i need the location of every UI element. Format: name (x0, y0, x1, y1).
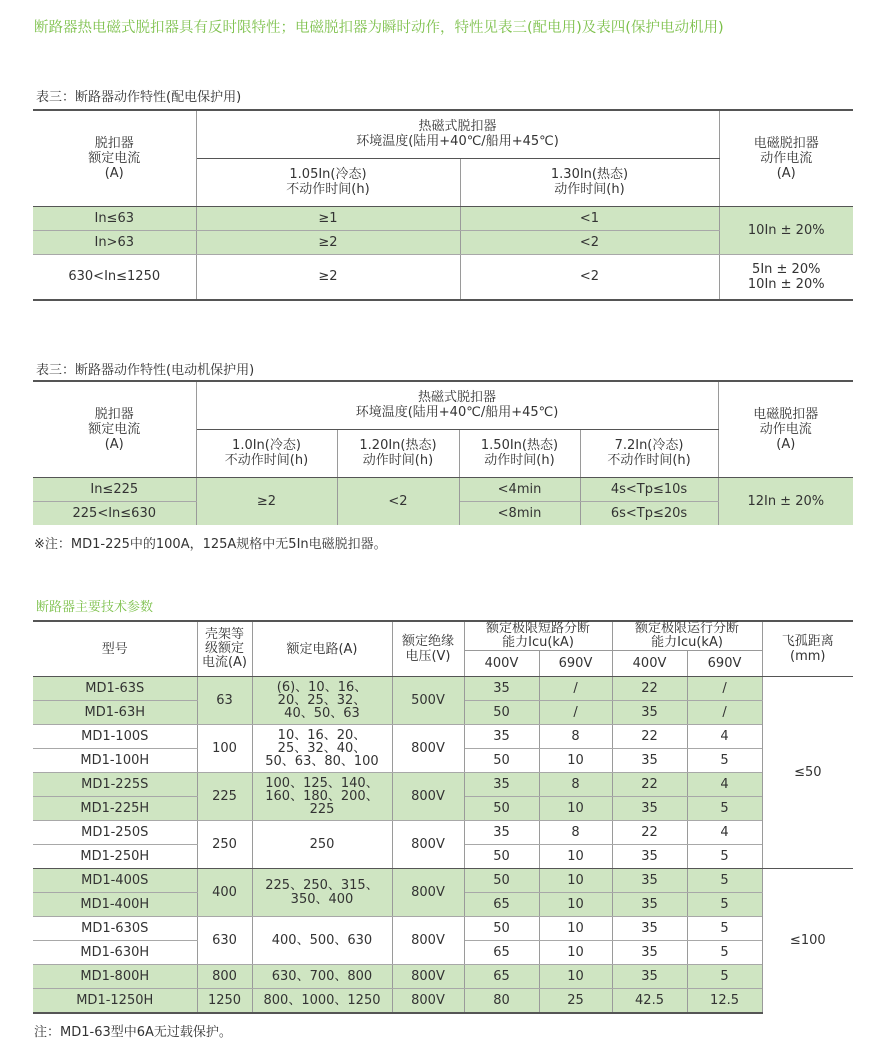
table2-caption: 表三：断路器动作特性(电动机保护用) (36, 363, 255, 378)
th-arc-distance: 飞孤距离 (mm) (762, 621, 853, 677)
model-cell: MD1-630H (33, 941, 197, 965)
table3-note: 注：MD1-63型中6A无过载保护。 (34, 1025, 232, 1040)
th-rated-current: 额定电路(A) (252, 621, 392, 677)
model-cell: MD1-630S (33, 917, 197, 941)
table-cell: / (539, 701, 612, 725)
table-cell: 10 (539, 797, 612, 821)
table-cell: 6s<Tp≤20s (580, 501, 718, 525)
table-cell: 35 (464, 773, 539, 797)
th-icu-400v: 400V (464, 651, 539, 677)
table-cell: 22 (612, 821, 687, 845)
table2-note: ※注：MD1-225中的100A，125A规格中无5In电磁脱扣器。 (34, 537, 387, 552)
table-cell: 35 (612, 701, 687, 725)
model-cell: MD1-1250H (33, 989, 197, 1013)
rated-cell: 10、16、20、 25、32、40、 50、63、80、100 (252, 725, 392, 773)
table-row (33, 965, 853, 989)
table-row (33, 821, 853, 845)
table-cell: ≥1 (196, 206, 460, 230)
table-cell: 10 (539, 941, 612, 965)
table-cell: 50 (464, 917, 539, 941)
table-cell: In>63 (33, 230, 196, 254)
model-cell: MD1-400S (33, 869, 197, 893)
table-cell: 8 (539, 725, 612, 749)
table-cell: 8 (539, 821, 612, 845)
table-cell: 35 (612, 797, 687, 821)
th-icu: 额定极限短路分断 能力Icu(kA) (464, 621, 612, 651)
arc-cell: ≤100 (762, 869, 853, 1013)
model-cell: MD1-100H (33, 749, 197, 773)
table-cell: 22 (612, 677, 687, 701)
table-cell: 10In ± 20% (719, 206, 853, 254)
th-thermomagnetic: 热磁式脱扣器 环境温度(陆用+40℃/船用+45℃) (196, 381, 718, 429)
frame-cell: 400 (197, 869, 252, 917)
th-insulation-voltage: 额定绝缘 电压(V) (392, 621, 464, 677)
model-cell: MD1-400H (33, 893, 197, 917)
th-release-current: 脱扣器 额定电流 (A) (33, 110, 196, 206)
table-cell: 5 (687, 749, 762, 773)
rated-cell: 400、500、630 (252, 917, 392, 965)
table-cell: <2 (460, 254, 719, 300)
th-ics-690v: 690V (687, 651, 762, 677)
frame-cell: 630 (197, 917, 252, 965)
table-cell: ≥2 (196, 230, 460, 254)
model-cell: MD1-100S (33, 725, 197, 749)
voltage-cell: 800V (392, 725, 464, 773)
table-cell: <1 (460, 206, 719, 230)
table-cell: 65 (464, 941, 539, 965)
th-model: 型号 (33, 621, 197, 677)
table-cell: 10 (539, 917, 612, 941)
voltage-cell: 800V (392, 917, 464, 965)
arc-cell: ≤50 (762, 677, 853, 869)
table-row (33, 773, 853, 797)
table-cell: 5In ± 20% 10In ± 20% (719, 254, 853, 300)
table-cell: <4min (459, 477, 580, 501)
table-row (33, 917, 853, 941)
frame-cell: 63 (197, 677, 252, 725)
model-cell: MD1-225S (33, 773, 197, 797)
table-cell: 35 (612, 965, 687, 989)
voltage-cell: 800V (392, 821, 464, 869)
table-cell: 50 (464, 701, 539, 725)
th-cold-no-trip: 1.05In(冷态) 不动作时间(h) (196, 158, 460, 206)
table-cell: 65 (464, 965, 539, 989)
table-cell: 35 (612, 845, 687, 869)
table-cell: 35 (612, 893, 687, 917)
th-ics: 额定极限运行分断 能力Icu(kA) (612, 621, 762, 651)
table-cell: In≤225 (33, 477, 196, 501)
table-cell: <2 (460, 230, 719, 254)
table-cell: 5 (687, 941, 762, 965)
frame-cell: 225 (197, 773, 252, 821)
table-cell: 12In ± 20% (718, 477, 853, 525)
rated-cell: (6)、10、16、 20、25、32、 40、50、63 (252, 677, 392, 725)
table-distribution-protection (33, 109, 853, 301)
th-release-current: 脱扣器 额定电流 (A) (33, 381, 196, 477)
voltage-cell: 800V (392, 773, 464, 821)
frame-cell: 250 (197, 821, 252, 869)
table-cell: 5 (687, 845, 762, 869)
rated-cell: 225、250、315、 350、400 (252, 869, 392, 917)
rated-cell: 800、1000、1250 (252, 989, 392, 1013)
table-cell: 35 (464, 821, 539, 845)
th-1-0in-cold: 1.0In(冷态) 不动作时间(h) (196, 429, 337, 477)
th-thermomagnetic: 热磁式脱扣器 环境温度(陆用+40℃/船用+45℃) (196, 110, 719, 158)
table-cell: 22 (612, 773, 687, 797)
table-row (33, 989, 853, 1013)
table-cell: / (687, 701, 762, 725)
table-cell: 50 (464, 845, 539, 869)
table-cell: 65 (464, 893, 539, 917)
model-cell: MD1-250S (33, 821, 197, 845)
table1-caption: 表三：断路器动作特性(配电保护用) (36, 90, 242, 105)
table-motor-protection (33, 380, 853, 525)
table-cell: 35 (464, 725, 539, 749)
voltage-cell: 800V (392, 965, 464, 989)
table-cell: / (687, 677, 762, 701)
table-cell: 35 (464, 677, 539, 701)
table-cell: 50 (464, 797, 539, 821)
table-cell: 4 (687, 725, 762, 749)
table-cell: 25 (539, 989, 612, 1013)
table-row (33, 869, 853, 893)
table-cell: 12.5 (687, 989, 762, 1013)
th-hot-trip: 1.30In(热态) 动作时间(h) (460, 158, 719, 206)
table-cell: 50 (464, 749, 539, 773)
table-row (33, 725, 853, 749)
voltage-cell: 800V (392, 869, 464, 917)
table-cell: 5 (687, 869, 762, 893)
voltage-cell: 800V (392, 989, 464, 1013)
th-1-50in-hot: 1.50In(热态) 动作时间(h) (459, 429, 580, 477)
model-cell: MD1-63S (33, 677, 197, 701)
table-cell: 4 (687, 821, 762, 845)
th-7-2in-cold: 7.2In(冷态) 不动作时间(h) (580, 429, 718, 477)
table-cell: / (539, 677, 612, 701)
table-cell: ≥2 (196, 254, 460, 300)
intro-text: 断路器热电磁式脱扣器具有反时限特性；电磁脱扣器为瞬时动作，特性见表三(配电用)及表四(保护电动机用) (34, 20, 724, 36)
table-cell: 4s<Tp≤10s (580, 477, 718, 501)
table-cell: 35 (612, 941, 687, 965)
th-1-20in-hot: 1.20In(热态) 动作时间(h) (337, 429, 459, 477)
table-cell: 35 (612, 917, 687, 941)
table-cell: In≤63 (33, 206, 196, 230)
th-frame-current: 壳架等 级额定 电流(A) (197, 621, 252, 677)
model-cell: MD1-250H (33, 845, 197, 869)
table-cell: 35 (612, 869, 687, 893)
rated-cell: 100、125、140、 160、180、200、 225 (252, 773, 392, 821)
table-cell: 10 (539, 845, 612, 869)
table-row (33, 677, 853, 701)
table-cell: 630<In≤1250 (33, 254, 196, 300)
frame-cell: 1250 (197, 989, 252, 1013)
th-icu-690v: 690V (539, 651, 612, 677)
model-cell: MD1-63H (33, 701, 197, 725)
table-cell: 5 (687, 965, 762, 989)
table3-caption: 断路器主要技术参数 (36, 600, 154, 615)
table-cell: 4 (687, 773, 762, 797)
table-cell: 10 (539, 869, 612, 893)
table-cell: ≥2 (196, 477, 337, 525)
table-cell: 35 (612, 749, 687, 773)
voltage-cell: 500V (392, 677, 464, 725)
table-cell: 22 (612, 725, 687, 749)
table-cell: 8 (539, 773, 612, 797)
table-cell: 80 (464, 989, 539, 1013)
table-cell: 5 (687, 917, 762, 941)
table-cell: 5 (687, 893, 762, 917)
table-cell: 10 (539, 893, 612, 917)
table-cell: <8min (459, 501, 580, 525)
table-cell: 50 (464, 869, 539, 893)
table-cell: 5 (687, 797, 762, 821)
table-cell: 225<In≤630 (33, 501, 196, 525)
table-cell: <2 (337, 477, 459, 525)
frame-cell: 800 (197, 965, 252, 989)
model-cell: MD1-225H (33, 797, 197, 821)
model-cell: MD1-800H (33, 965, 197, 989)
rated-cell: 630、700、800 (252, 965, 392, 989)
table-cell: 42.5 (612, 989, 687, 1013)
th-ics-400v: 400V (612, 651, 687, 677)
table-technical-parameters (33, 620, 853, 1014)
table-cell: 10 (539, 749, 612, 773)
th-em-current: 电磁脱扣器 动作电流 (A) (718, 381, 853, 477)
table-cell: 10 (539, 965, 612, 989)
rated-cell: 250 (252, 821, 392, 869)
frame-cell: 100 (197, 725, 252, 773)
th-em-current: 电磁脱扣器 动作电流 (A) (719, 110, 853, 206)
